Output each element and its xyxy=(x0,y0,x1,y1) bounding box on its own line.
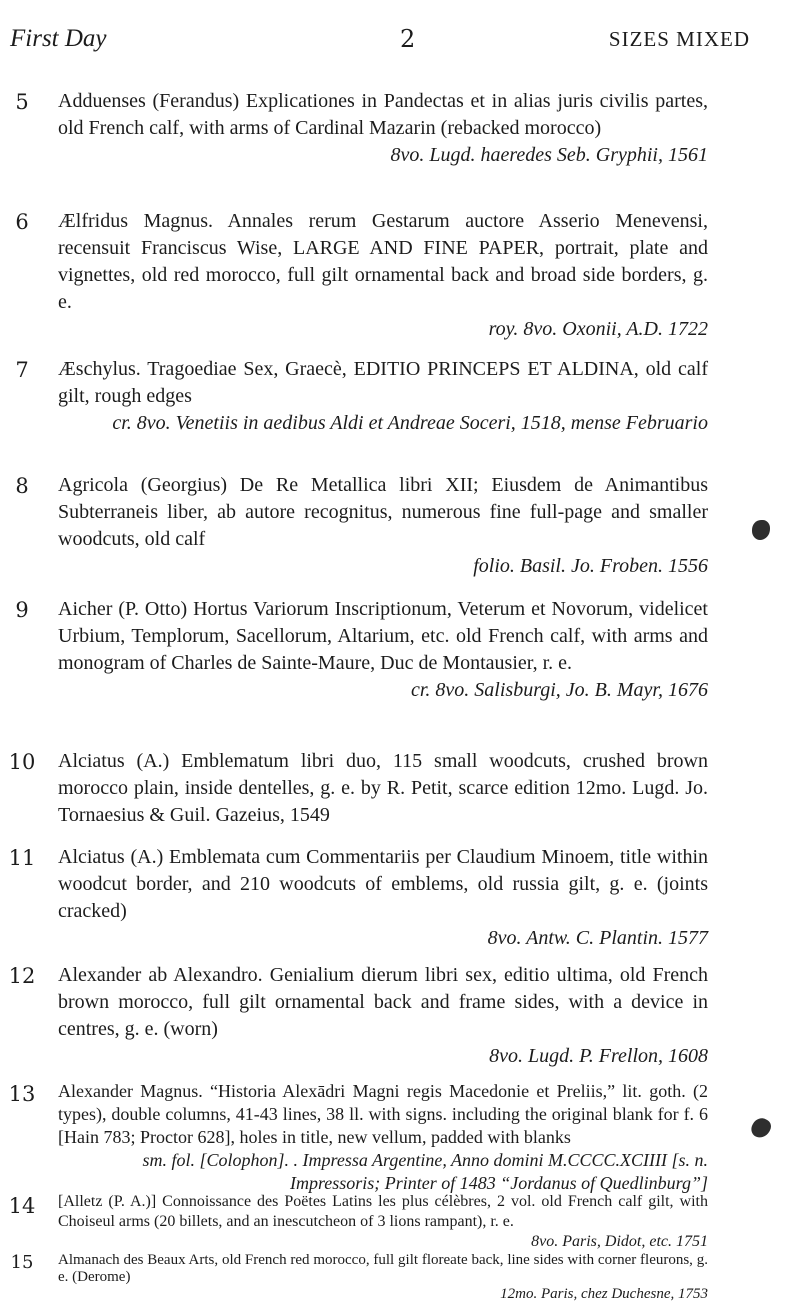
lot-imprint: 8vo. Lugd. haeredes Seb. Gryphii, 1561 xyxy=(390,144,708,166)
lot-text: Alciatus (A.) Emblemata cum Commentariis per Claudium Minoem, title within woodcut border, and 210 woodcuts of emblems, old russia gilt, g. e. (joints cracked) xyxy=(58,846,708,922)
header-day: First Day xyxy=(10,25,107,52)
lot-number: 7 xyxy=(15,358,29,382)
lot-text: Æschylus. Tragoediae Sex, Graecè, EDITIO PRINCEPS ET ALDINA, old calf gilt, rough edges xyxy=(58,358,708,407)
lot-imprint: roy. 8vo. Oxonii, A.D. 1722 xyxy=(488,318,708,340)
lot-imprint: cr. 8vo. Salisburgi, Jo. B. Mayr, 1676 xyxy=(410,679,708,701)
lot-text: Alexander Magnus. “Historia Alexādri Magni regis Macedonie et Preliis,” lit. goth. (2 types), double columns, 41-43 lines, 38 ll. with signs. including the original blank for f. 6 [Hain 783; Proctor 628], holes in title, new vellum, padded with blanks xyxy=(58,1081,708,1147)
lot-description xyxy=(58,844,708,952)
lot-description xyxy=(58,1080,708,1195)
lot-number: 10 xyxy=(8,750,36,774)
lot-imprint: folio. Basil. Jo. Froben. 1556 xyxy=(473,555,708,577)
lot-number: 15 xyxy=(10,1252,34,1273)
ink-mark xyxy=(752,520,770,540)
lot-imprint: 8vo. Antw. C. Plantin. 1577 xyxy=(487,927,708,949)
lot-description xyxy=(58,1252,708,1303)
lot-text: [Alletz (P. A.)] Connoissance des Poëtes Latins les plus célèbres, 2 vol. old French calf gilt, with Choiseul arms (20 billets, and an inescutcheon of 3 lions rampant), r. e. xyxy=(58,1193,708,1230)
lot-text: Aicher (P. Otto) Hortus Variorum Inscriptionum, Veterum et Novorum, videlicet Urbium, Templorum, Sacellorum, Altarium, etc. old French calf, with arms and monogram of Charles de Sainte-Maure, Duc de Montausier, r. e. xyxy=(58,598,708,674)
lot-number: 6 xyxy=(15,210,29,234)
lot-text: Alexander ab Alexandro. Genialium dierum libri sex, editio ultima, old French brown morocco, full gilt ornamental back and frame sides, with a device in centres, g. e. (worn) xyxy=(58,964,708,1040)
lot-number: 9 xyxy=(15,598,29,622)
lot-text: Agricola (Georgius) De Re Metallica libri XII; Eiusdem de Animantibus Subterraneis liber, ab autore recognitus, numerous fine full-page and smaller woodcuts, old calf xyxy=(58,474,708,550)
lot-text: Adduenses (Ferandus) Explicationes in Pandectas et in alias juris civilis partes, old French calf, with arms of Cardinal Mazarin (rebacked morocco) xyxy=(58,90,708,139)
lot-number: 11 xyxy=(8,846,36,870)
lot-description xyxy=(58,88,708,169)
lot-number: 14 xyxy=(8,1194,36,1218)
lot-number: 12 xyxy=(8,964,36,988)
lot-imprint: 8vo. Lugd. P. Frellon, 1608 xyxy=(489,1045,708,1067)
lot-description xyxy=(58,962,708,1070)
lot-imprint: sm. fol. [Colophon]. . Impressa Argentine, Anno domini M.CCCC.XCIIII [s. n. Impressoris; Printer of 1483 “Jordanus of Quedlinburg”] xyxy=(142,1150,708,1193)
header-page-number: 2 xyxy=(400,25,416,53)
lot-description xyxy=(58,472,708,580)
lot-description xyxy=(58,748,708,829)
lot-number: 8 xyxy=(15,474,29,498)
lot-description xyxy=(58,1192,708,1252)
lot-number: 5 xyxy=(15,90,29,114)
lot-description xyxy=(58,596,708,704)
running-header xyxy=(10,22,750,56)
ink-mark xyxy=(748,1115,774,1141)
header-section: SIZES MIXED xyxy=(608,27,750,51)
lot-imprint: 8vo. Paris, Didot, etc. 1751 xyxy=(531,1233,708,1250)
lot-imprint: 12mo. Paris, chez Duchesne, 1753 xyxy=(500,1286,708,1302)
lot-text: Almanach des Beaux Arts, old French red morocco, full gilt floreate back, line sides with corner fleurons, g. e. (Derome) xyxy=(58,1252,708,1285)
lot-number: 13 xyxy=(8,1082,36,1106)
lot-description xyxy=(58,208,708,343)
lot-description xyxy=(58,356,708,437)
lot-text: Ælfridus Magnus. Annales rerum Gestarum auctore Asserio Menevensi, recensuit Franciscus Wise, LARGE AND FINE PAPER, portrait, plate and vignettes, old red morocco, full gilt ornamental back and broad side borders, g. e. xyxy=(58,210,708,313)
lot-imprint: cr. 8vo. Venetiis in aedibus Aldi et Andreae Soceri, 1518, mense Februario xyxy=(112,412,708,434)
lot-text: Alciatus (A.) Emblematum libri duo, 115 small woodcuts, crushed brown morocco plain, inside dentelles, g. e. by R. Petit, scarce edition 12mo. Lugd. Jo. Tornaesius & Guil. Gazeius, 1549 xyxy=(58,750,708,826)
